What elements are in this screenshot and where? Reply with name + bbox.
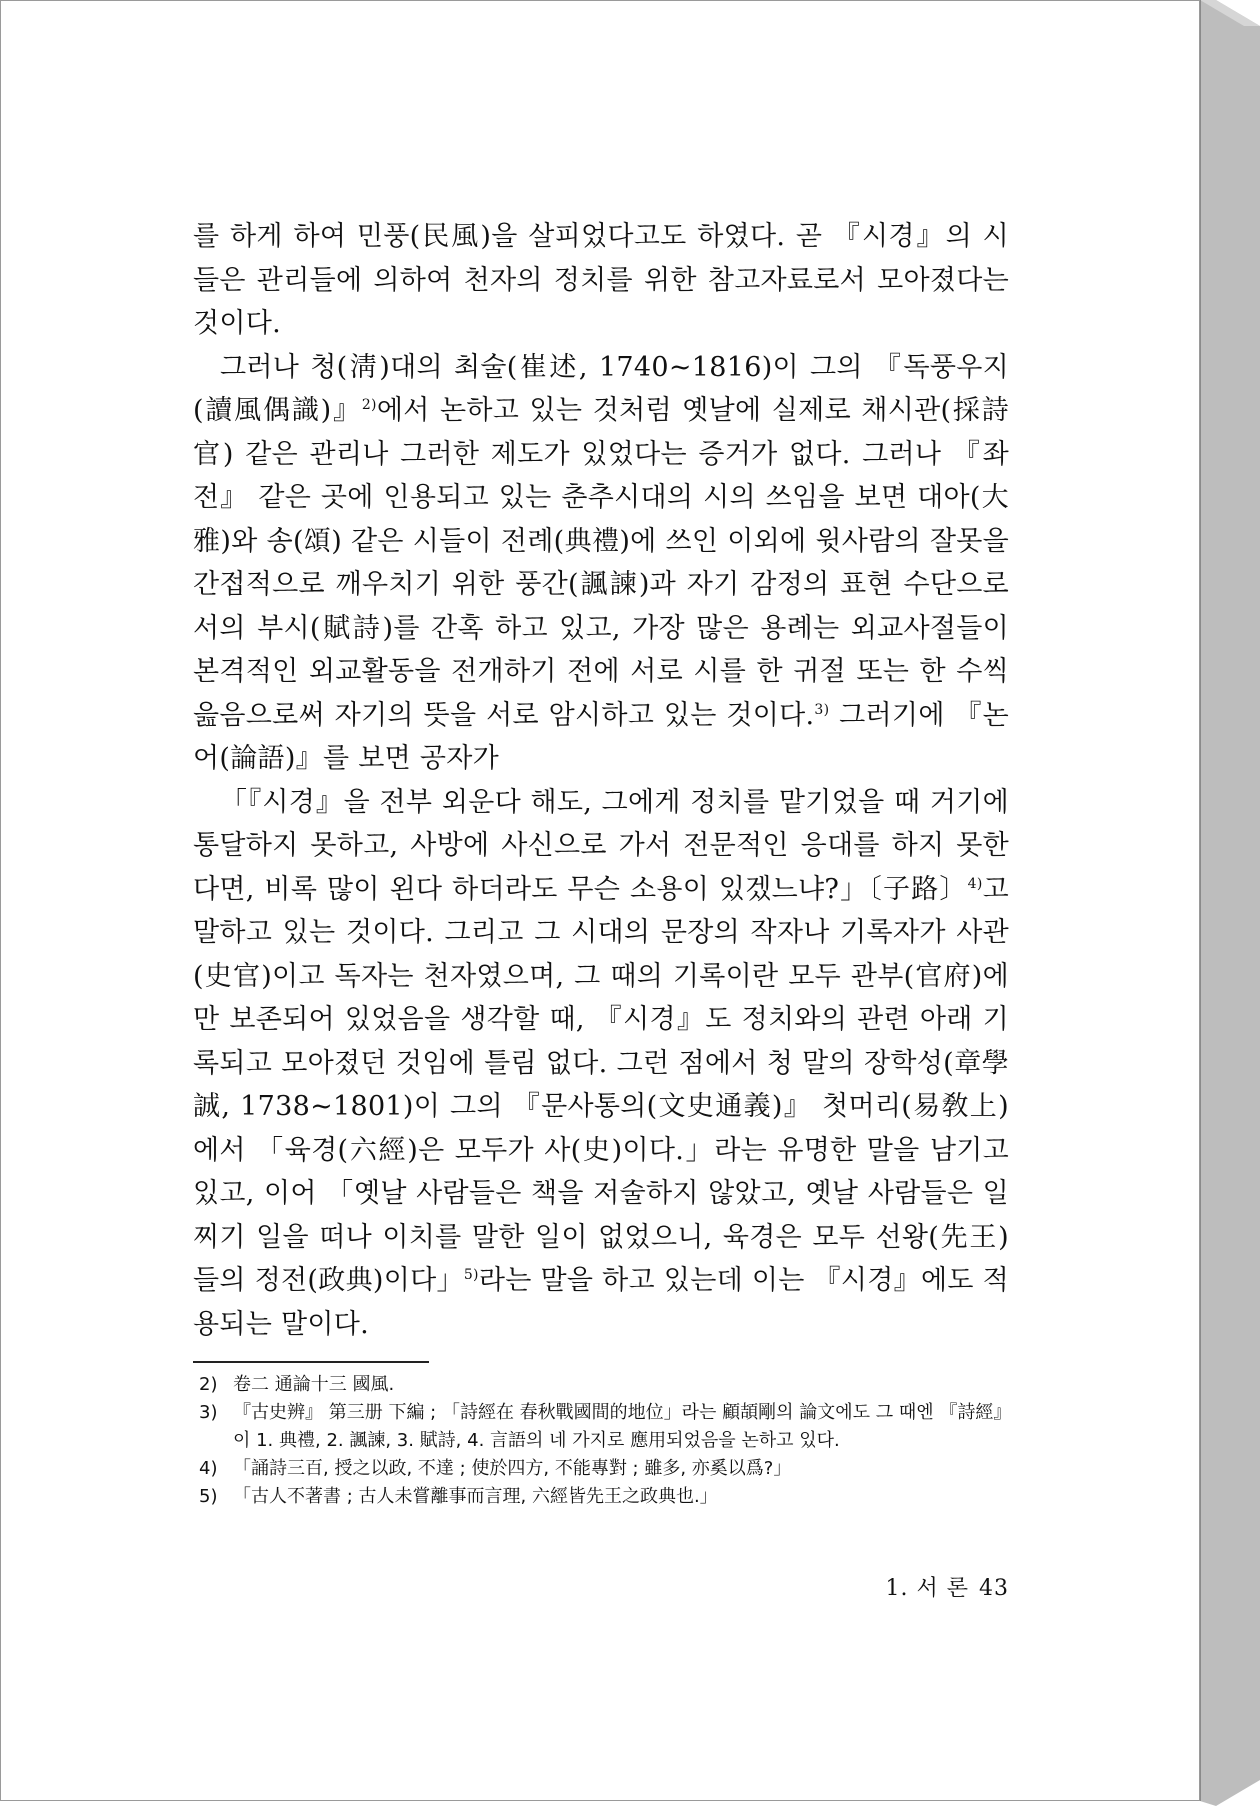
footnote-divider (193, 1361, 429, 1363)
footnote-text: 「古人不著書 ; 古人未嘗離事而言理, 六經皆先王之政典也.」 (233, 1486, 718, 1507)
paragraph-1: 를 하게 하여 민풍(民風)을 살피었다고도 하였다. 곧 『시경』의 시들은 관리들에 의하여 천자의 정치를 위한 참고자료로서 모아졌다는 것이다. (193, 221, 1009, 339)
footnote-text: 『古史辨』 第三册 下編 ; 「詩經在 春秋戰國間的地位」라는 顧頡剛의 論文에도 그 때엔 『詩經』이 1. 典禮, 2. 諷諫, 3. 賦詩, 4. 言語의 네 가지로 應用되었음을 논하고 있다. (233, 1402, 1003, 1451)
paragraph-3-text: 고 말하고 있는 것이다. 그리고 그 시대의 문장의 작자나 기록자가 사관(史官)이고 독자는 천자였으며, 그 때의 기록이란 모두 관부(官府)에만 보존되어 있었음을 생각할 때, 『시경』도 정치와의 관련 아래 기록되고 모아졌던 것임에 틀림 없다. 그런 점에서 청 말의 장학성(章學誠, 1738~1801)이 그의 『문사통의(文史通義)』 첫머리(易敎上)에서 「육경(六經)은 모두가 사(史)이다.」라는 유명한 말을 남기고 있고, 이어 「옛날 사람들은 책을 저술하지 않았고, 옛날 사람들은 일찌기 일을 떠나 이치를 말한 일이 없었으니, 육경은 모두 선왕(先王)들의 정전(政典)이다」 (193, 873, 1009, 1296)
footnote-2 (199, 1371, 1007, 1399)
page-number: 43 (979, 1576, 1009, 1601)
footnote-number: 4) (199, 1458, 218, 1479)
paragraph-2-tail: 그러기에 『논어(論語)』를 보면 공자가 (193, 699, 1010, 774)
book-edge-shade (1200, 0, 1260, 1806)
footnote-text: 卷二 通論十三 國風. (233, 1374, 395, 1395)
paragraph-3-tail: 라는 말을 하고 있는데 이는 『시경』에도 적용되는 말이다. (193, 1265, 1009, 1340)
footnote-3 (199, 1399, 1007, 1455)
body-text (193, 215, 1009, 1346)
paragraph-2-continued: 에서 논하고 있는 것처럼 옛날에 실제로 채시관(採詩官) 같은 관리나 그러한 제도가 있었다는 증거가 없다. 그러나 『좌전』 같은 곳에 인용되고 있는 춘추시대의 시의 쓰임을 보면 대아(大雅)와 송(頌) 같은 시들이 전례(典禮)에 쓰인 이외에 윗사람의 잘못을 간접적으로 깨우치기 위한 풍간(諷諫)과 자기 감정의 표현 수단으로서의 부시(賦詩)를 간혹 하고 있고, 가장 많은 용례는 외교사절들이 본격적인 외교활동을 전개하기 전에 서로 시를 한 귀절 또는 한 수씩 읊음으로써 자기의 뜻을 서로 암시하고 있는 것이다. (193, 395, 1009, 731)
footnote-5 (199, 1483, 1007, 1511)
footnote-ref-4: 4) (967, 875, 983, 892)
paragraph-2-text: 그러나 청(淸)대의 최술(崔述, 1740~1816)이 그의 『독풍우지(讀風偶識)』 (193, 351, 1009, 426)
footnote-number: 3) (199, 1402, 218, 1423)
footnote-text: 「誦詩三百, 授之以政, 不達 ; 使於四方, 不能專對 ; 雖多, 亦奚以爲?」 (233, 1458, 792, 1479)
quotation-text: 「『시경』을 전부 외운다 해도, 그에게 정치를 맡기었을 때 거기에 통달하지 못하고, 사방에 사신으로 가서 전문적인 응대를 하지 못한다면, 비록 많이 왼다 하더라도 무슨 소용이 있겠느냐?」〔子路〕 (193, 786, 1009, 905)
paragraph-2 (193, 346, 1009, 781)
footnote-ref-2: 2) (361, 397, 377, 413)
footnotes (199, 1371, 1007, 1511)
footnote-number: 5) (199, 1486, 218, 1507)
book-edge (1200, 0, 1260, 1806)
page-footer (793, 1571, 1009, 1602)
running-section-title: 1. 서 론 (885, 1576, 969, 1601)
footnote-number: 2) (199, 1374, 218, 1395)
footnote-ref-5: 5) (463, 1267, 479, 1283)
quotation (193, 781, 1009, 1347)
footnote-ref-3: 3) (814, 701, 830, 718)
footnote-4 (199, 1455, 1007, 1483)
